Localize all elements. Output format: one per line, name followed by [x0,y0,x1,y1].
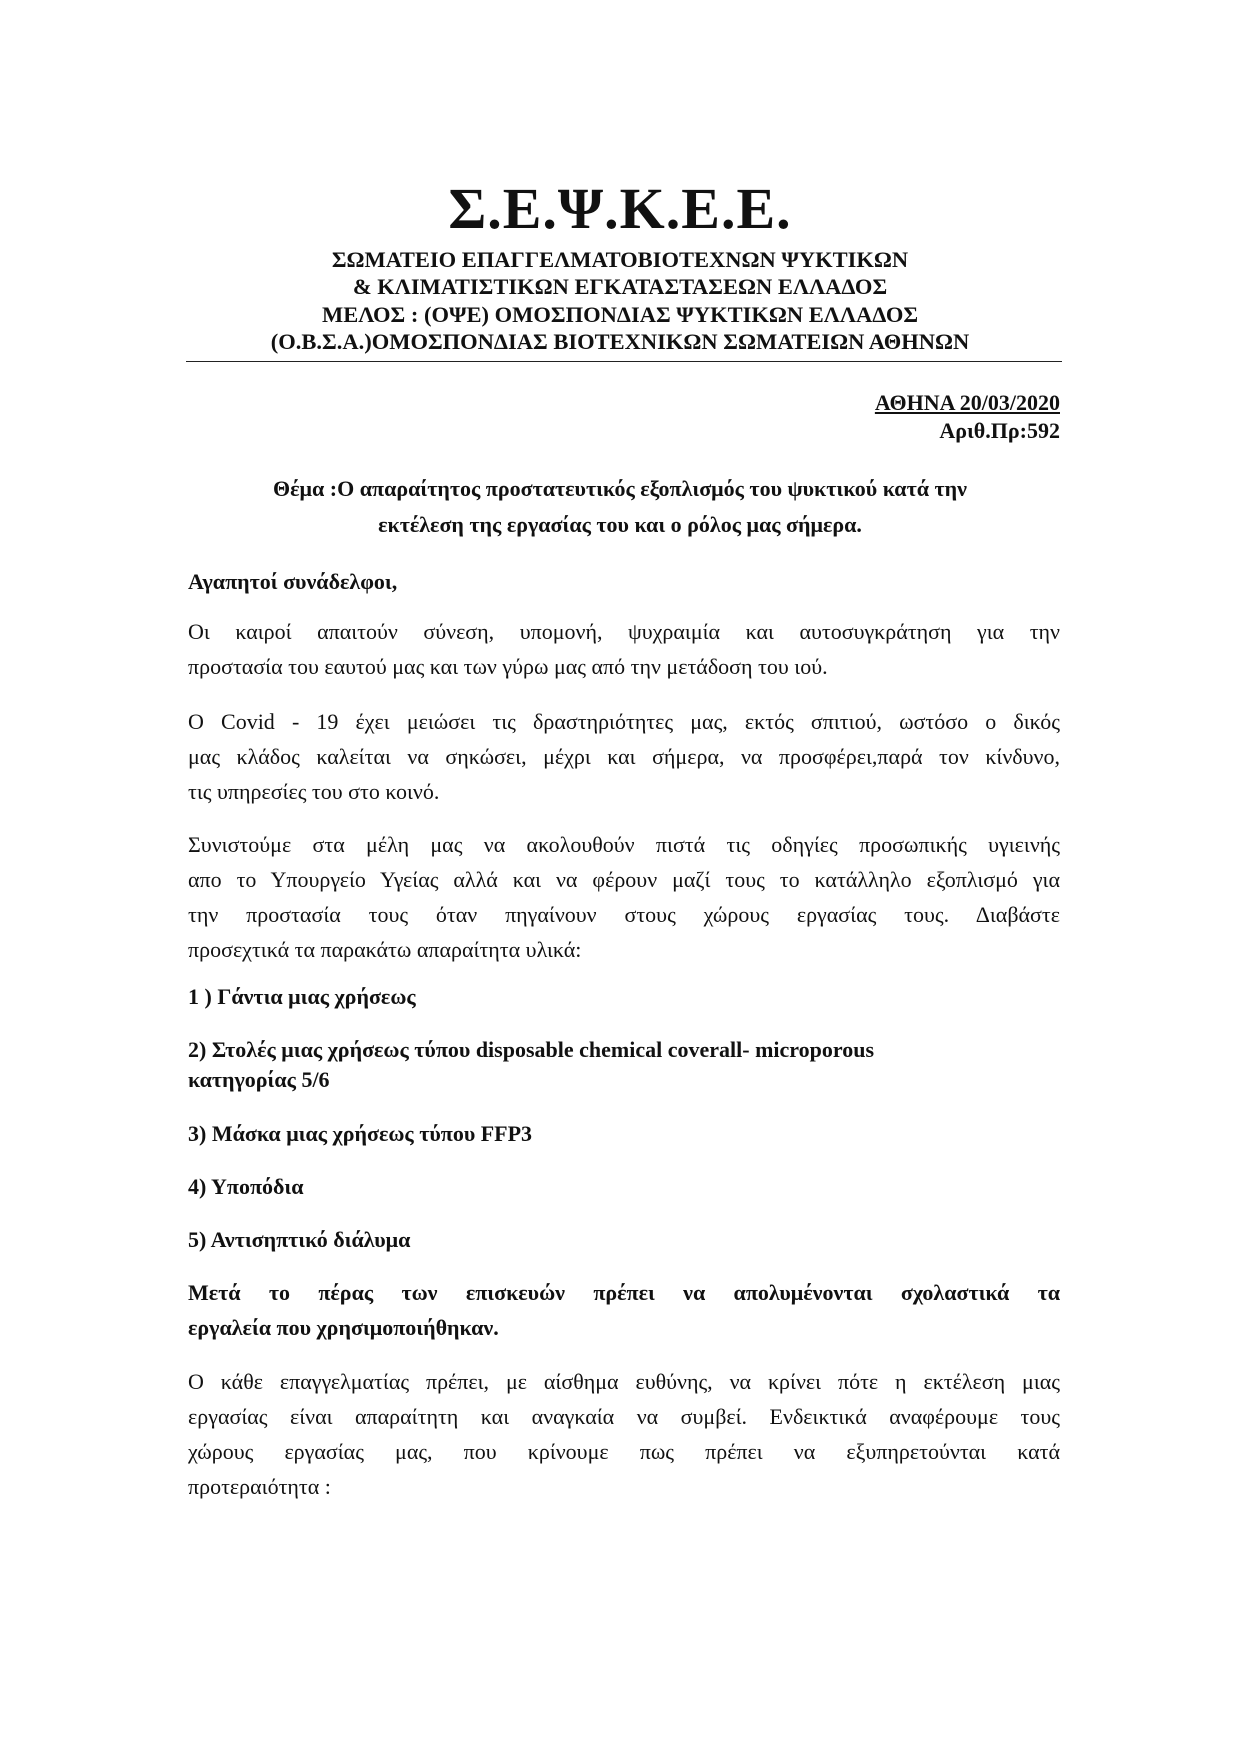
list-item-shoe-covers: 4) Υποπόδια [188,1174,304,1199]
list-item-gloves: 1 ) Γάντια μιας χρήσεως [188,984,416,1009]
list-item-coveralls: 2) Στολές μιας χρήσεως τύπου disposable chemical coverall- microporous [188,1037,875,1062]
union-name-line-1: ΣΩΜΑΤΕΙΟ ΕΠΑΓΓΕΛΜΑΤΟΒΙΟΤΕΧΝΩΝ ΨΥΚΤΙΚΩΝ [331,247,909,272]
closing-line: εργασίας είναι απαραίτητη και αναγκαία να συμβεί. Ενδεικτικά αναφέρουμε τους [188,1404,1060,1429]
closing-line: Ο κάθε επαγγελματίας πρέπει, με αίσθημα ευθύνης, να κρίνει πότε η εκτέλεση μιας [188,1369,1060,1394]
document-date: ΑΘΗΝΑ 20/03/2020 [874,390,1060,415]
list-item-antiseptic: 5) Αντισηπτικό διάλυμα [188,1227,411,1252]
disinfection-note-line: Μετά το πέρας των επισκευών πρέπει να απολυμένονται σχολαστικά τα [188,1280,1060,1305]
subject-line-2: εκτέλεση της εργασίας του και ο ρόλος μας σήμερα. [378,512,862,537]
protocol-number: Αριθ.Πρ:592 [939,418,1060,443]
greeting: Αγαπητοί συνάδελφοι, [188,569,398,594]
subject-line-1: Θέμα :Ο απαραίτητος προστατευτικός εξοπλισμός του ψυκτικού κατά την [273,476,967,501]
paragraph-3-line: Συνιστούμε στα μέλη μας να ακολουθούν πιστά τις οδηγίες προσωπικής υγιεινής [188,832,1060,857]
union-acronym-title: Σ.Ε.Ψ.Κ.Ε.Ε. [448,176,792,241]
disinfection-note-line: εργαλεία που χρησιμοποιήθηκαν. [188,1315,499,1340]
paragraph-2-line: μας κλάδος καλείται να σηκώσει, μέχρι και σήμερα, να προσφέρει,παρά τον κίνδυνο, [188,744,1060,769]
closing-line: χώρους εργασίας μας, που κρίνουμε πως πρέπει να εξυπηρετούνται κατά [188,1439,1060,1464]
closing-paragraph [188,1364,1060,1504]
paragraph-2-line: Ο Covid - 19 έχει μειώσει τις δραστηριότητες μας, εκτός σπιτιού, ωστόσο ο δικός [188,709,1060,734]
closing-line: προτεραιότητα : [188,1474,331,1499]
paragraph-1-line: προστασία του εαυτού μας και των γύρω μας από την μετάδοση του ιού. [188,654,828,679]
paragraph-2 [188,704,1060,809]
membership-line-2: (Ο.Β.Σ.Α.)ΟΜΟΣΠΟΝΔΙΑΣ ΒΙΟΤΕΧΝΙΚΩΝ ΣΩΜΑΤΕΙΩΝ ΑΘΗΝΩΝ [270,329,970,354]
list-item-coveralls-category: κατηγορίας 5/6 [188,1067,330,1092]
paragraph-3-line: απο το Υπουργείο Υγείας αλλά και να φέρουν μαζί τους το κατάλληλο εξοπλισμό για [188,867,1060,892]
paragraph-3 [188,827,1060,967]
paragraph-3-line: προσεχτικά τα παρακάτω απαραίτητα υλικά: [188,937,582,962]
header-divider [186,361,1062,362]
paragraph-3-line: την προστασία τους όταν πηγαίνουν στους χώρους εργασίας τους. Διαβάστε [188,902,1060,927]
membership-line-1: ΜΕΛΟΣ : (ΟΨΕ) ΟΜΟΣΠΟΝΔΙΑΣ ΨΥΚΤΙΚΩΝ ΕΛΛΑΔΟΣ [321,302,919,327]
list-item-mask: 3) Μάσκα μιας χρήσεως τύπου FFP3 [188,1121,533,1146]
paragraph-1-line: Οι καιροί απαιτούν σύνεση, υπομονή, ψυχραιμία και αυτοσυγκράτηση για την [188,619,1060,644]
disinfection-note [188,1275,1060,1345]
paragraph-1 [188,614,1060,684]
union-name-line-2: & ΚΛΙΜΑΤΙΣΤΙΚΩΝ ΕΓΚΑΤΑΣΤΑΣΕΩΝ ΕΛΛΑΔΟΣ [352,274,888,299]
paragraph-2-line: τις υπηρεσίες του στο κοινό. [188,779,440,804]
